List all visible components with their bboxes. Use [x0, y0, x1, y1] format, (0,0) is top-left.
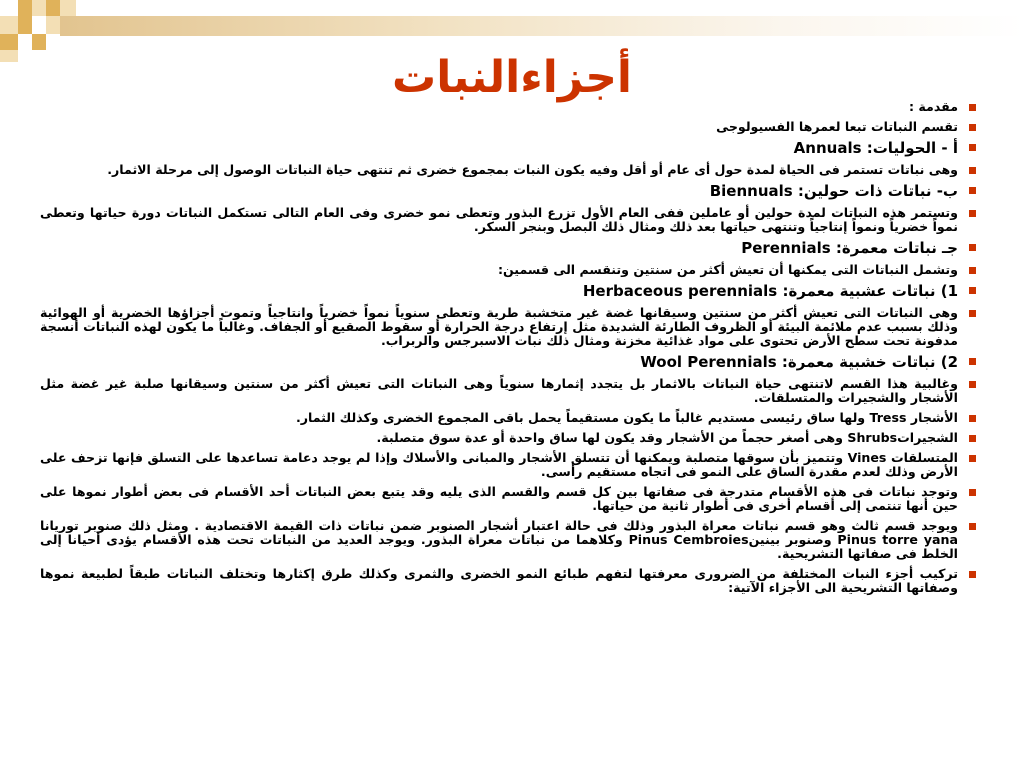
bullet-text: جـ نباتات معمرة: Perennials — [741, 239, 958, 257]
bullet-text: وتشمل النباتات التى يمكنها أن تعيش أكثر من سنتين وتنقسم الى قسمين: — [497, 262, 958, 277]
square-bullet-icon — [969, 187, 976, 194]
square-bullet-icon — [969, 571, 976, 578]
bullet-text: وتستمر هذه النباتات لمدة حولين أو عاملين ففى العام الأول تزرع البذور وتعطى نمو خضرى وفى العام التالى تستكمل النباتات دورة حياتها وتعطى نمواً خضرياً ونمواً إنتاجياً وتنتهى حياتها بعد ذلك ومثال ذلك البصل وبنجر السكر. — [40, 205, 958, 234]
square-bullet-icon — [969, 415, 976, 422]
deco-square — [46, 16, 60, 34]
bullet-text: وهى النباتات التى تعيش أكثر من سنتين وسيقانها غضة غير متخشبة طرية وتعطى سنوياً نمواً خضرياً وانتاجياً وتموت أجزاؤها الخضرية أو الهوائية وذلك بسبب عدم ملائمة البيئة أو الظروف الطارئة الشديدة مثل إرتفاع درجة الحرارة أو سقوط الصقيع أو الجفاف. وغالباً ما يكون لهذه النباتات أنسجة مدفونة تحت سطح الأرض تحتوى على مواد غذائية مخزنة ومثال ذلك نبات الاسبرجس والربراب. — [40, 305, 958, 348]
bullet-text: ب- نباتات ذات حولين: Biennuals — [709, 182, 958, 200]
square-bullet-icon — [969, 167, 976, 174]
bullet-item — [40, 183, 978, 200]
bullet-item — [40, 377, 978, 405]
bullet-item — [40, 140, 978, 157]
bullet-text: أ - الحوليات: Annuals — [793, 139, 958, 157]
square-bullet-icon — [969, 144, 976, 151]
bullet-item — [40, 100, 978, 114]
deco-square — [0, 16, 18, 34]
deco-square — [32, 34, 46, 50]
square-bullet-icon — [969, 455, 976, 462]
square-bullet-icon — [969, 104, 976, 111]
bullet-item — [40, 411, 978, 425]
bullet-item — [40, 163, 978, 177]
bullet-item — [40, 567, 978, 595]
bullet-item — [40, 431, 978, 445]
bullet-text: المتسلقات Vines وتتميز بأن سوقها متصلبة ويمكنها أن تتسلق الأشجار والمبانى والأسلاك وإذا لم يوجد دعامة تساعدها على التسلق فإنها تزحف على الأرض وذلك لعدم مقدرة الساق على النمو فى اتجاه مستقيم رأسى. — [40, 450, 959, 479]
square-bullet-icon — [969, 381, 976, 388]
slide-content — [40, 100, 978, 764]
bullet-item — [40, 263, 978, 277]
bullet-text: تركيب أجزء النبات المختلفة من الضرورى معرفتها لتفهم طبائع النمو الخضرى والثمرى وكذلك طرق إكثارها وتختلف النباتات طبقاً لطبيعة نموها وصفاتها التشريحية الى الأجزاء الآتية: — [40, 566, 958, 595]
bullet-item — [40, 120, 978, 134]
square-bullet-icon — [969, 124, 976, 131]
bullet-item — [40, 354, 978, 371]
slide-title: أجزاءالنبات — [391, 52, 632, 103]
bullet-item — [40, 519, 978, 561]
square-bullet-icon — [969, 435, 976, 442]
bullet-text: الأشجار Tress ولها ساق رئيسى مستديم غالباً ما يكون مستقيماً يحمل باقى المجموع الخضرى وكذلك الثمار. — [295, 410, 958, 425]
deco-square — [18, 16, 32, 34]
square-bullet-icon — [969, 523, 976, 530]
bullet-item — [40, 485, 978, 513]
bullet-text: 1) نباتات عشبية معمرة: Herbaceous perennials — [582, 282, 958, 300]
bullet-text: مقدمة : — [909, 100, 958, 114]
square-bullet-icon — [969, 287, 976, 294]
deco-square — [46, 0, 60, 16]
bullet-list — [40, 100, 978, 595]
square-bullet-icon — [969, 244, 976, 251]
bullet-item — [40, 240, 978, 257]
bullet-item — [40, 306, 978, 348]
square-bullet-icon — [969, 489, 976, 496]
bullet-item — [40, 283, 978, 300]
bullet-text: الشجيراتShrubs وهى أصغر حجماً من الأشجار وقد يكون لها ساق واحدة أو عدة سوق متصلبة. — [376, 430, 958, 445]
square-bullet-icon — [969, 358, 976, 365]
bullet-item — [40, 451, 978, 479]
bullet-text: وهى نباتات تستمر فى الحياة لمدة حول أى عام أو أقل وفيه يكون النبات بمجموع خضرى ثم تنتهى حياة النباتات الوصول إلى مرحلة الاثمار. — [107, 162, 958, 177]
bullet-text: ويوجد قسم ثالث وهو قسم نباتات معراة البذور وذلك فى حالة اعتبار أشجار الصنوبر ضمن نباتات ذات القيمة الاقتصادية . ومثل ذلك صنوبر توريانا Pinus torre yana وصنوبر بينينPinus Cembroies وكلاهما من نباتات معراة البذور. ويوجد العديد من النباتات تحت هذه الأقسام يؤدى أحيانا إلى الخلط فى صفاتها التشريحية. — [40, 518, 958, 561]
deco-square — [0, 34, 18, 50]
deco-square — [60, 0, 76, 16]
bullet-text: وتوجد نباتات فى هذه الأقسام متدرجة فى صفاتها بين كل قسم والقسم الذى يليه وقد يتبع بعض النباتات أحد الأقسام فى بعض أطوار نموها على حين أنها تنتمى إلى أقسام أخرى فى أطوار ثانية من حياتها. — [40, 484, 958, 513]
bullet-text: وغالبية هذا القسم لاتنتهى حياة النباتات بالاثمار بل يتجدد إثمارها سنوياً وهى النباتات التى تعيش أكثر من سنتين وسيقانها صلبة غير غضة مثل الأشجار والشجيرات والمتسلقات. — [40, 376, 958, 405]
deco-square — [18, 0, 32, 16]
header-gradient-bar — [60, 16, 1024, 36]
square-bullet-icon — [969, 210, 976, 217]
square-bullet-icon — [969, 310, 976, 317]
deco-square — [32, 0, 46, 16]
bullet-text: تقسم النباتات تبعا لعمرها الفسيولوجى — [716, 119, 958, 134]
bullet-item — [40, 206, 978, 234]
bullet-text: 2) نباتات خشبية معمرة: Wool Perennials — [640, 353, 958, 371]
square-bullet-icon — [969, 267, 976, 274]
